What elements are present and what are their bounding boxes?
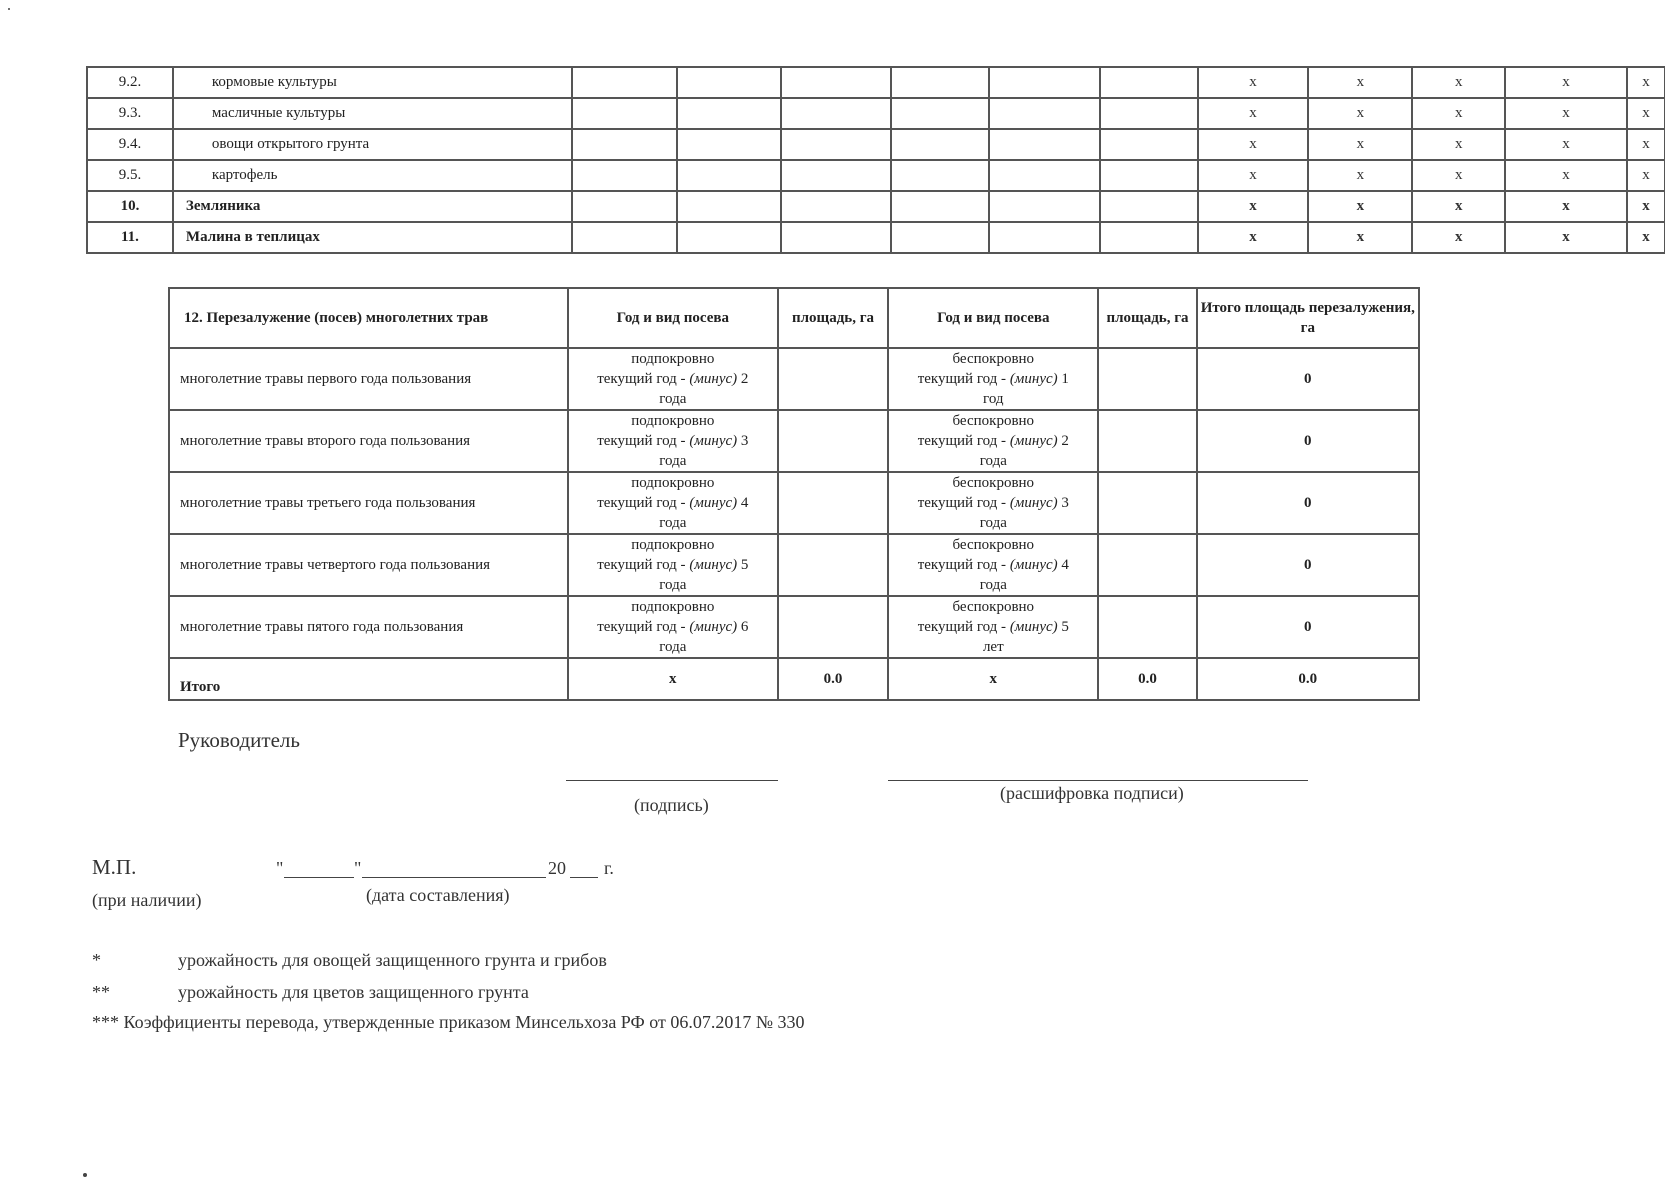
minus-label: (минус): [1009, 557, 1058, 573]
total-cell: х: [568, 658, 778, 700]
area-cell: [778, 596, 888, 658]
minus-label: (минус): [689, 557, 738, 573]
sowing-year-number: 2: [740, 371, 749, 387]
signature-line: [566, 780, 778, 781]
row-name: масличные культуры: [173, 98, 573, 129]
head-label: Руководитель: [178, 728, 300, 752]
x-mark-cell: х: [1308, 222, 1412, 253]
crop-row: [87, 160, 1665, 191]
stamp-label: М.П.: [92, 855, 137, 879]
sowing-year-prefix: текущий год -: [917, 371, 1007, 387]
area-cell: [778, 410, 888, 472]
header-total-area: Итого площадь перезалужения, га: [1197, 288, 1419, 348]
sowing-year-unit: года: [659, 515, 687, 531]
sowing-year: [889, 431, 1097, 451]
empty-cell: [891, 222, 989, 253]
total-cell: 0.0: [1197, 658, 1419, 700]
sowing-kind: беспокровно: [952, 413, 1035, 429]
x-mark-cell: х: [1198, 129, 1309, 160]
header-area-1: площадь, га: [778, 288, 888, 348]
row-name: Малина в теплицах: [173, 222, 573, 253]
sowing-year-number: 3: [740, 433, 749, 449]
area-cell: [778, 534, 888, 596]
row-number: 11.: [87, 222, 173, 253]
sowing-kind-cell: [888, 596, 1098, 658]
minus-label: (минус): [1009, 371, 1058, 387]
empty-cell: [989, 191, 1100, 222]
sowing-kind-cell: [888, 534, 1098, 596]
row-name: многолетние травы третьего года пользования: [169, 472, 568, 534]
empty-cell: [891, 129, 989, 160]
empty-cell: [1100, 222, 1198, 253]
date-year-suffix: г.: [604, 858, 614, 878]
total-cell: 0.0: [1098, 658, 1196, 700]
crop-row: [87, 67, 1665, 98]
empty-cell: [677, 160, 781, 191]
empty-cell: [989, 160, 1100, 191]
total-area-cell: 0: [1197, 534, 1419, 596]
row-name: кормовые культуры: [173, 67, 573, 98]
empty-cell: [677, 98, 781, 129]
sowing-year-prefix: текущий год -: [597, 371, 686, 387]
sowing-kind: подпокровно: [631, 537, 715, 553]
sowing-year: [889, 493, 1097, 513]
regrass-row: [169, 472, 1419, 534]
sowing-year-prefix: текущий год -: [917, 619, 1007, 635]
minus-label: (минус): [689, 371, 738, 387]
sowing-year-prefix: текущий год -: [597, 557, 686, 573]
x-mark-cell: х: [1412, 129, 1505, 160]
total-cell: 0.0: [778, 658, 888, 700]
row-name: картофель: [173, 160, 573, 191]
sowing-kind-cell: [568, 348, 778, 410]
x-mark-cell: х: [1308, 191, 1412, 222]
sowing-kind-cell: [568, 410, 778, 472]
area-cell: [1098, 534, 1196, 596]
minus-label: (минус): [689, 619, 738, 635]
x-mark-cell: х: [1627, 160, 1665, 191]
empty-cell: [891, 98, 989, 129]
sowing-kind-cell: [888, 472, 1098, 534]
empty-cell: [572, 222, 677, 253]
x-mark-cell: х: [1198, 191, 1309, 222]
empty-cell: [677, 222, 781, 253]
x-mark-cell: х: [1412, 160, 1505, 191]
date-day-line: [284, 877, 354, 878]
regrass-row: [169, 410, 1419, 472]
sowing-year-unit: год: [983, 391, 1004, 407]
footnote-text: *** Коэффициенты перевода, утвержденные приказом Минсельхоза РФ от 06.07.2017 № 330: [92, 1012, 805, 1032]
x-mark-cell: х: [1412, 222, 1505, 253]
total-area-cell: 0: [1197, 410, 1419, 472]
sowing-year-number: 5: [1061, 619, 1069, 635]
sowing-year: [889, 369, 1097, 389]
regrass-row: [169, 596, 1419, 658]
empty-cell: [572, 98, 677, 129]
empty-cell: [677, 191, 781, 222]
sowing-kind: подпокровно: [631, 475, 715, 491]
empty-cell: [989, 222, 1100, 253]
row-name: Земляника: [173, 191, 573, 222]
sowing-kind-cell: [568, 472, 778, 534]
sowing-year: [569, 369, 777, 389]
regrass-header-row: [169, 288, 1419, 348]
footnote-text: урожайность для цветов защищенного грунта: [178, 982, 529, 1002]
sowing-year-prefix: текущий год -: [597, 495, 686, 511]
sowing-year-number: 2: [1061, 433, 1069, 449]
sowing-kind: беспокровно: [952, 599, 1035, 615]
area-cell: [1098, 410, 1196, 472]
stamp-if-any: (при наличии): [92, 890, 202, 910]
date-quote-close: ": [354, 858, 362, 878]
date-year-prefix: 20: [548, 858, 566, 878]
total-cell: х: [888, 658, 1098, 700]
x-mark-cell: х: [1505, 67, 1627, 98]
empty-cell: [1100, 98, 1198, 129]
empty-cell: [781, 98, 891, 129]
empty-cell: [989, 98, 1100, 129]
row-number: 10.: [87, 191, 173, 222]
sowing-kind: беспокровно: [952, 475, 1035, 491]
empty-cell: [891, 191, 989, 222]
row-name: многолетние травы первого года пользования: [169, 348, 568, 410]
row-name: многолетние травы пятого года пользования: [169, 596, 568, 658]
minus-label: (минус): [1009, 433, 1058, 449]
empty-cell: [781, 67, 891, 98]
x-mark-cell: х: [1505, 222, 1627, 253]
sowing-kind: беспокровно: [952, 351, 1035, 367]
x-mark-cell: х: [1627, 129, 1665, 160]
date-year-line: [570, 877, 598, 878]
empty-cell: [891, 160, 989, 191]
empty-cell: [989, 129, 1100, 160]
empty-cell: [1100, 191, 1198, 222]
header-year-kind-2: Год и вид посева: [888, 288, 1098, 348]
x-mark-cell: х: [1505, 98, 1627, 129]
sowing-year: [569, 493, 777, 513]
area-cell: [1098, 596, 1196, 658]
total-label: Итого: [169, 658, 568, 700]
sowing-year: [569, 431, 777, 451]
x-mark-cell: х: [1198, 222, 1309, 253]
scan-speck: [8, 8, 10, 10]
empty-cell: [677, 129, 781, 160]
x-mark-cell: х: [1627, 67, 1665, 98]
minus-label: (минус): [1009, 619, 1058, 635]
sowing-kind-cell: [568, 534, 778, 596]
sowing-year-unit: года: [659, 639, 687, 655]
minus-label: (минус): [1009, 495, 1058, 511]
header-year-kind-1: Год и вид посева: [568, 288, 778, 348]
sowing-year-prefix: текущий год -: [597, 619, 686, 635]
empty-cell: [781, 191, 891, 222]
empty-cell: [1100, 67, 1198, 98]
total-area-cell: 0: [1197, 596, 1419, 658]
x-mark-cell: х: [1627, 98, 1665, 129]
empty-cell: [1100, 160, 1198, 191]
empty-cell: [1100, 129, 1198, 160]
crop-row: [87, 191, 1665, 222]
crops-table: [86, 66, 1665, 254]
footnote-text: урожайность для овощей защищенного грунта и грибов: [178, 950, 607, 970]
area-cell: [778, 472, 888, 534]
x-mark-cell: х: [1505, 191, 1627, 222]
x-mark-cell: х: [1308, 67, 1412, 98]
sowing-year-prefix: текущий год -: [597, 433, 686, 449]
area-cell: [1098, 472, 1196, 534]
sowing-year-unit: лет: [982, 639, 1004, 655]
sowing-kind: подпокровно: [631, 413, 715, 429]
regrass-row: [169, 534, 1419, 596]
row-name: многолетние травы второго года пользования: [169, 410, 568, 472]
sowing-kind-cell: [888, 348, 1098, 410]
footnote-mark: **: [92, 982, 110, 1002]
x-mark-cell: х: [1198, 98, 1309, 129]
row-number: 9.4.: [87, 129, 173, 160]
sowing-year: [889, 555, 1097, 575]
regrass-row: [169, 348, 1419, 410]
scan-speck: [83, 1173, 87, 1177]
sowing-year-number: 3: [1061, 495, 1069, 511]
row-number: 9.5.: [87, 160, 173, 191]
sowing-year: [569, 617, 777, 637]
crop-row: [87, 222, 1665, 253]
footnote-mark: *: [92, 950, 101, 970]
header-regrass-title: 12. Перезалужение (посев) многолетних трав: [169, 288, 568, 348]
sowing-year-unit: года: [659, 391, 687, 407]
sowing-year-unit: года: [979, 515, 1007, 531]
x-mark-cell: х: [1505, 160, 1627, 191]
sowing-year-unit: года: [979, 453, 1007, 469]
x-mark-cell: х: [1198, 160, 1309, 191]
x-mark-cell: х: [1308, 98, 1412, 129]
regrassing-table: [168, 287, 1420, 701]
sowing-kind-cell: [568, 596, 778, 658]
date-caption: (дата составления): [366, 885, 510, 905]
sowing-year-number: 1: [1061, 371, 1069, 387]
row-name: овощи открытого грунта: [173, 129, 573, 160]
empty-cell: [781, 222, 891, 253]
minus-label: (минус): [689, 495, 738, 511]
x-mark-cell: х: [1412, 191, 1505, 222]
empty-cell: [781, 129, 891, 160]
total-area-cell: 0: [1197, 472, 1419, 534]
sowing-year-prefix: текущий год -: [917, 433, 1007, 449]
x-mark-cell: х: [1505, 129, 1627, 160]
empty-cell: [781, 160, 891, 191]
empty-cell: [572, 191, 677, 222]
x-mark-cell: х: [1627, 191, 1665, 222]
empty-cell: [572, 67, 677, 98]
sowing-year-unit: года: [979, 577, 1007, 593]
x-mark-cell: х: [1412, 98, 1505, 129]
header-area-2: площадь, га: [1098, 288, 1196, 348]
area-cell: [1098, 348, 1196, 410]
row-number: 9.3.: [87, 98, 173, 129]
date-quote-open: ": [276, 858, 284, 878]
sowing-year-number: 6: [740, 619, 749, 635]
x-mark-cell: х: [1412, 67, 1505, 98]
empty-cell: [989, 67, 1100, 98]
x-mark-cell: х: [1308, 160, 1412, 191]
sowing-year-unit: года: [659, 453, 687, 469]
signature-decode-caption: (расшифровка подписи): [1000, 783, 1184, 803]
sowing-year: [569, 555, 777, 575]
crop-row: [87, 129, 1665, 160]
sowing-year-unit: года: [659, 577, 687, 593]
x-mark-cell: х: [1308, 129, 1412, 160]
empty-cell: [572, 160, 677, 191]
empty-cell: [572, 129, 677, 160]
x-mark-cell: х: [1627, 222, 1665, 253]
empty-cell: [677, 67, 781, 98]
area-cell: [778, 348, 888, 410]
row-name: многолетние травы четвертого года пользования: [169, 534, 568, 596]
sowing-year: [889, 617, 1097, 637]
sowing-year-prefix: текущий год -: [917, 495, 1007, 511]
sowing-year-number: 5: [740, 557, 749, 573]
sowing-kind: подпокровно: [631, 599, 715, 615]
sowing-kind: подпокровно: [631, 351, 715, 367]
sowing-year-number: 4: [1061, 557, 1069, 573]
row-number: 9.2.: [87, 67, 173, 98]
sowing-kind: беспокровно: [952, 537, 1035, 553]
empty-cell: [891, 67, 989, 98]
minus-label: (минус): [689, 433, 738, 449]
date-month-line: [362, 877, 546, 878]
crop-row: [87, 98, 1665, 129]
sowing-year-prefix: текущий год -: [917, 557, 1007, 573]
regrass-total-row: [169, 658, 1419, 700]
total-area-cell: 0: [1197, 348, 1419, 410]
x-mark-cell: х: [1198, 67, 1309, 98]
sowing-year-number: 4: [740, 495, 749, 511]
signature-caption: (подпись): [634, 795, 709, 815]
sowing-kind-cell: [888, 410, 1098, 472]
signature-decode-line: [888, 780, 1308, 781]
